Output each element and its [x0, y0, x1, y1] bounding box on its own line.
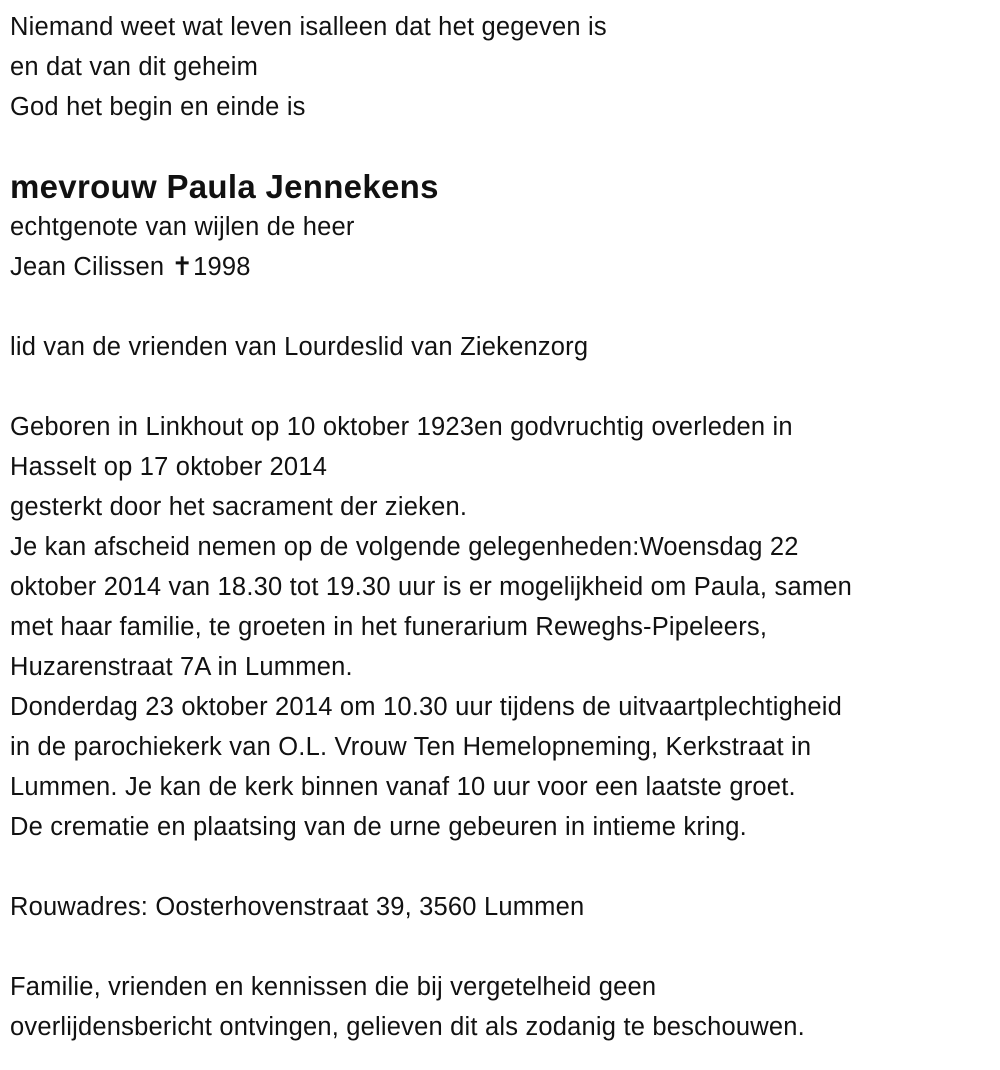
details-line: Hasselt op 17 oktober 2014 — [10, 453, 328, 481]
details-line: Donderdag 23 oktober 2014 om 10.30 uur tijdens de uitvaartplechtigheid — [10, 693, 842, 721]
closing-line: Familie, vrienden en kennissen die bij vergetelheid geen — [10, 973, 657, 1001]
details — [10, 407, 852, 847]
details-line: Je kan afscheid nemen op de volgende gelegenheden:Woensdag 22 — [10, 533, 799, 561]
poem — [10, 7, 852, 127]
details-line: oktober 2014 van 18.30 tot 19.30 uur is er mogelijkheid om Paula, samen — [10, 573, 853, 601]
spouse-line: Jean Cilissen ✝1998 — [10, 253, 251, 281]
details-line: De crematie en plaatsing van de urne gebeuren in intieme kring. — [10, 813, 747, 841]
closing-line: overlijdensbericht ontvingen, gelieven dit als zodanig te beschouwen. — [10, 1013, 805, 1041]
details-line: Huzarenstraat 7A in Lummen. — [10, 653, 353, 681]
poem-line: Niemand weet wat leven isalleen dat het gegeven is — [10, 13, 607, 41]
details-line: Lummen. Je kan de kerk binnen vanaf 10 uur voor een laatste groet. — [10, 773, 796, 801]
spouse-line: echtgenote van wijlen de heer — [10, 213, 355, 241]
mourning-address: Rouwadres: Oosterhovenstraat 39, 3560 Lummen — [10, 893, 585, 921]
details-line: met haar familie, te groeten in het funerarium Reweghs-Pipeleers, — [10, 613, 768, 641]
details-line: gesterkt door het sacrament der zieken. — [10, 493, 468, 521]
poem-line: en dat van dit geheim — [10, 53, 259, 81]
details-line: in de parochiekerk van O.L. Vrouw Ten Hemelopneming, Kerkstraat in — [10, 733, 812, 761]
details-line: Geboren in Linkhout op 10 oktober 1923en godvruchtig overleden in — [10, 413, 793, 441]
obituary-text — [10, 7, 852, 1047]
poem-line: God het begin en einde is — [10, 93, 306, 121]
membership: lid van de vrienden van Lourdeslid van Ziekenzorg — [10, 333, 589, 361]
deceased-name: mevrouw Paula Jennekens — [10, 168, 439, 205]
